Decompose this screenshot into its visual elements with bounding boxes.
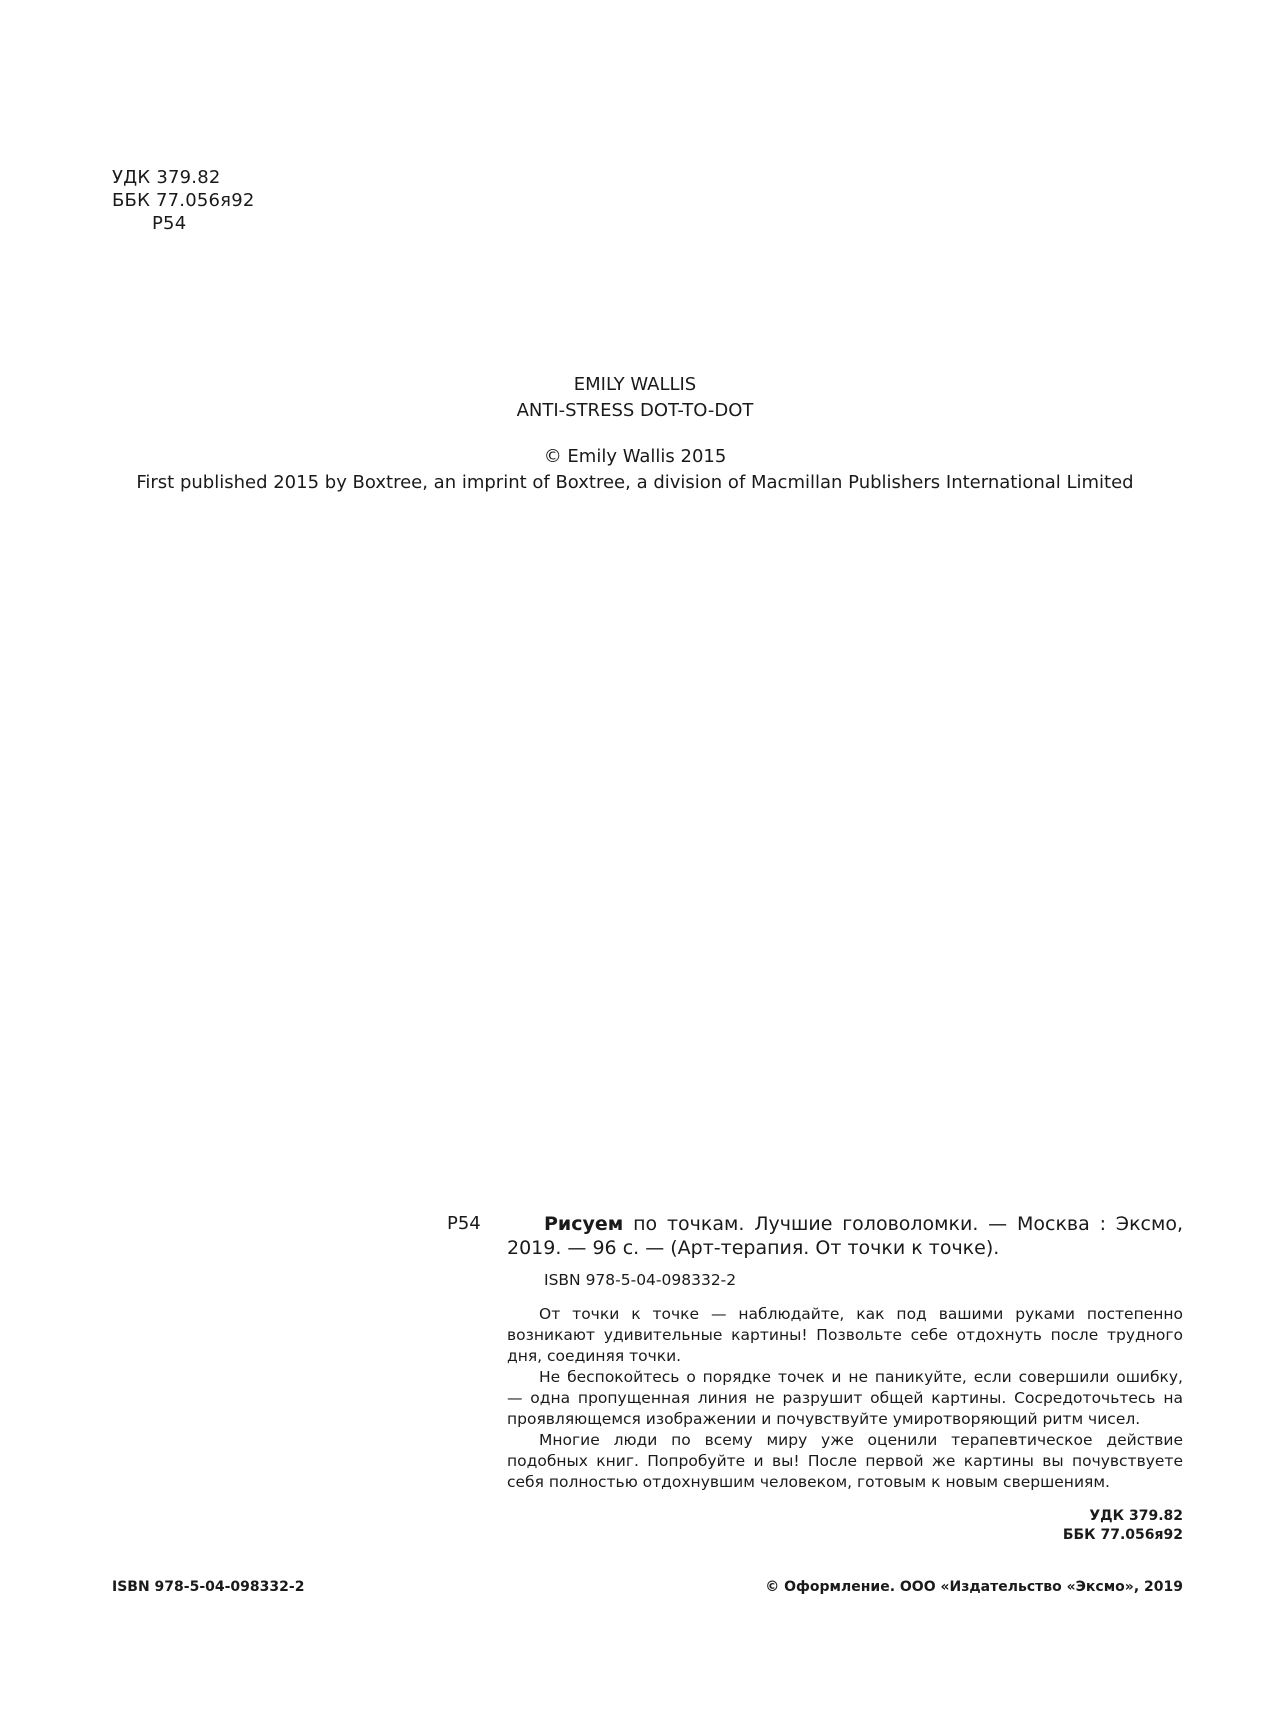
bibliographic-record bbox=[447, 1212, 1183, 1545]
original-edition-credits bbox=[0, 372, 1270, 496]
udk-code: УДК 379.82 bbox=[112, 167, 221, 188]
bib-udk: УДК 379.82 bbox=[1089, 1508, 1183, 1524]
footer-isbn: ISBN 978-5-04-098332-2 bbox=[112, 1579, 305, 1595]
first-published-line: First published 2015 by Boxtree, an imprint of Boxtree, a division of Macmillan Publishers International Limited bbox=[136, 472, 1134, 493]
annotation-paragraph: От точки к точке — наблюдайте, как под вашими руками постепенно возникают удивительные картины! Позвольте себе отдохнуть после трудного дня, соединяя точки. bbox=[507, 1305, 1183, 1365]
bib-title-bold: Рисуем bbox=[544, 1213, 624, 1235]
annotation-paragraph: Многие люди по всему миру уже оценили терапевтическое действие подобных книг. Попробуйте и вы! После первой же картины вы почувствуете себя полностью отдохнувшим человеком, готовым к новым свершениям. bbox=[507, 1431, 1183, 1491]
bib-classification bbox=[447, 1507, 1183, 1545]
bib-isbn: ISBN 978-5-04-098332-2 bbox=[544, 1271, 737, 1289]
bib-author-sign: Р54 bbox=[447, 1213, 481, 1234]
classification-codes bbox=[112, 166, 255, 235]
original-title: ANTI-STRESS DOT-TO-DOT bbox=[516, 400, 754, 421]
author-sign: Р54 bbox=[152, 213, 187, 234]
bib-annotation bbox=[507, 1304, 1183, 1493]
footer-design-copyright: © Оформление. ООО «Издательство «Эксмо», 2019 bbox=[765, 1579, 1183, 1595]
bib-entry bbox=[507, 1212, 1183, 1260]
bbk-code: ББК 77.056я92 bbox=[112, 190, 255, 211]
annotation-paragraph: Не беспокойтесь о порядке точек и не паникуйте, если совершили ошибку, — одна пропущенная линия не разрушит общей картины. Сосредоточьтесь на проявляющемся изображении и почувствуйте умиротворяющий ритм чисел. bbox=[507, 1368, 1183, 1428]
author-name: EMILY WALLIS bbox=[573, 374, 697, 395]
bib-entry-rest: по точкам. Лучшие головоломки. — Москва : Эксмо, 2019. — 96 с. — (Арт-терапия. От точки к точке). bbox=[507, 1213, 1183, 1259]
bib-bbk: ББК 77.056я92 bbox=[1062, 1527, 1183, 1543]
copyright-line: © Emily Wallis 2015 bbox=[543, 446, 727, 467]
